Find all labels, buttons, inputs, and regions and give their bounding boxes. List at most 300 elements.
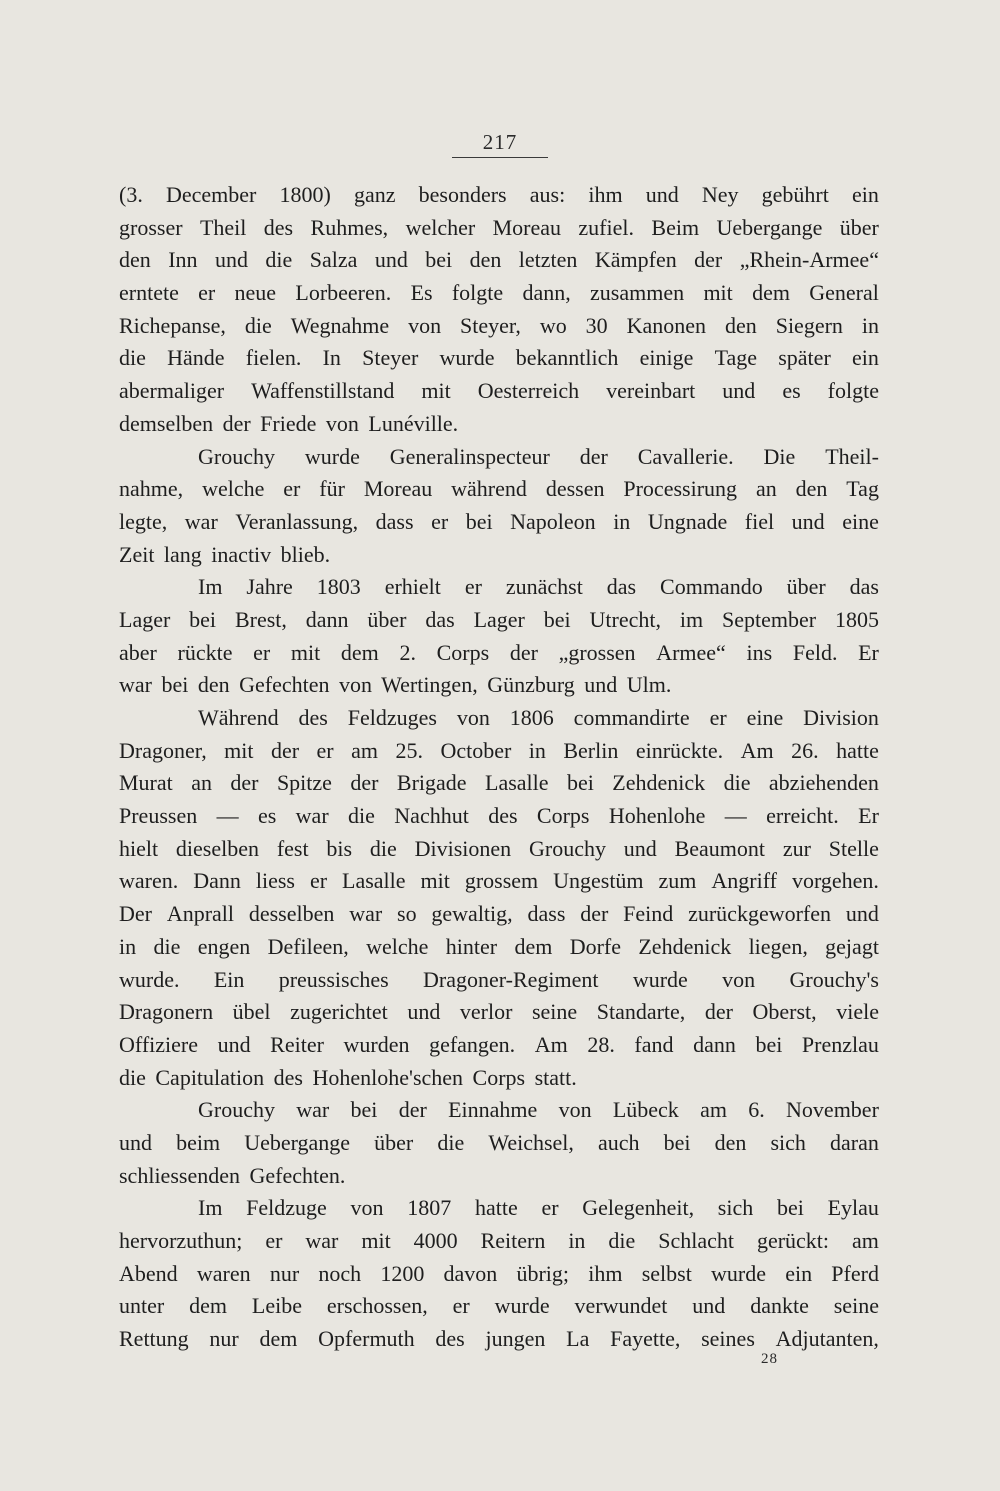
text-line: [119, 1225, 879, 1258]
word: Weichsel,: [488, 1129, 574, 1155]
text-line: [119, 833, 879, 866]
word: und: [407, 999, 441, 1025]
word: Feld.: [792, 639, 838, 665]
word: der: [230, 770, 259, 796]
word: abziehenden: [768, 770, 879, 796]
word: gefangen.: [429, 1031, 516, 1057]
word: verlor: [459, 999, 513, 1025]
word: der: [270, 737, 300, 763]
word: die: [437, 1129, 465, 1155]
word: bis: [326, 835, 353, 861]
word: 26.: [791, 737, 819, 763]
word: und: [692, 1293, 726, 1319]
word: September: [721, 606, 817, 632]
word: Lorbeeren.: [295, 280, 392, 306]
word: Berlin: [563, 737, 619, 763]
word: noch: [318, 1260, 362, 1286]
word: seine: [531, 999, 578, 1025]
word: Waffenstillstand: [251, 378, 395, 404]
word: Utrecht,: [589, 606, 661, 632]
page-number-rule: [452, 157, 548, 158]
word: Grouchy: [198, 1097, 275, 1123]
text-line: [119, 865, 879, 898]
word: Richepanse,: [119, 312, 226, 338]
word: Abend: [119, 1260, 178, 1286]
word: Wegnahme: [290, 312, 390, 338]
word: Kämpfen: [594, 247, 677, 273]
word: war: [296, 1097, 330, 1123]
word: nur: [209, 1326, 239, 1352]
word: es: [257, 803, 277, 829]
word: folgte: [451, 280, 504, 306]
text-line: [119, 473, 879, 506]
word: Ney: [701, 182, 739, 207]
word: die: [244, 312, 272, 338]
text-line: [119, 310, 879, 343]
word: einrückte.: [635, 737, 724, 763]
text-line: [119, 571, 879, 604]
text-line: [119, 506, 879, 539]
text-line: war bei den Gefechten von Wertingen, Günzburg und Ulm.: [119, 672, 672, 698]
word: und: [722, 378, 756, 404]
word: Die: [763, 443, 796, 469]
word: liess: [255, 868, 295, 894]
word: ganz: [353, 182, 396, 207]
word: fielen.: [245, 345, 302, 371]
text-line: [119, 604, 879, 637]
word: Moreau: [492, 214, 562, 240]
word: „grossen: [558, 639, 636, 665]
word: ein: [852, 182, 879, 207]
word: und: [645, 182, 679, 207]
word: zur: [782, 835, 811, 861]
text-line: [119, 342, 879, 375]
word: wurden: [343, 1031, 410, 1057]
word: Einnahme: [448, 1097, 538, 1123]
word: dann,: [522, 280, 571, 306]
word: Tage: [714, 345, 758, 371]
word: der: [509, 639, 538, 665]
word: wurde: [304, 443, 360, 469]
word: ins: [746, 639, 773, 665]
word: ein: [785, 1260, 813, 1286]
word: Beaumont: [674, 835, 766, 861]
word: Es: [410, 280, 433, 306]
text-line: schliessenden Gefechten.: [119, 1162, 346, 1188]
word: Angriff: [711, 868, 777, 894]
word: dem: [259, 1326, 298, 1352]
word: Der: [119, 901, 152, 927]
text-line: [119, 735, 879, 768]
word: dann: [305, 606, 349, 632]
word: Am: [534, 1031, 568, 1057]
word: hervorzuthun;: [119, 1228, 243, 1253]
word: des: [298, 705, 328, 730]
text-line: [119, 767, 879, 800]
word: gejagt: [825, 933, 879, 959]
word: mit: [224, 737, 254, 763]
word: in: [528, 737, 546, 763]
word: Grouchy: [528, 835, 606, 861]
word: am: [351, 737, 378, 763]
text-line: die Capitulation des Hohenlohe'schen Corps statt.: [119, 1064, 577, 1090]
word: In: [322, 345, 341, 371]
word: Preussen: [119, 803, 198, 829]
text-line: [119, 1127, 879, 1160]
word: erschossen,: [326, 1293, 428, 1319]
word: das: [849, 574, 879, 600]
word: Armee“: [656, 639, 726, 665]
word: und: [845, 901, 879, 927]
word: Reiter: [270, 1031, 324, 1057]
word: Inn: [168, 247, 198, 273]
word: wurde: [439, 345, 495, 371]
word: Nachhut: [394, 803, 469, 829]
word: übrig;: [516, 1260, 570, 1286]
text-line: [119, 931, 879, 964]
word: bei: [663, 1129, 691, 1155]
word: vorgehen.: [791, 868, 879, 894]
word: Offiziere: [119, 1031, 198, 1057]
word: während: [451, 476, 527, 502]
word: dessen: [545, 476, 605, 502]
word: Im: [198, 574, 223, 600]
word: dieselben: [175, 835, 260, 861]
word: Lasalle: [342, 868, 406, 894]
word: 1807: [407, 1195, 452, 1221]
word: den: [119, 247, 151, 273]
word: Dann: [193, 868, 241, 894]
word: 1800): [279, 182, 331, 207]
word: Standarte,: [596, 999, 686, 1025]
word: dem: [340, 639, 379, 665]
word: über: [374, 1129, 414, 1155]
word: Kanonen: [626, 312, 707, 338]
word: desselben: [248, 901, 335, 927]
word: dem: [514, 933, 553, 959]
word: mit: [703, 280, 733, 306]
word: Lager: [119, 606, 171, 632]
page-number: 217: [482, 130, 518, 154]
word: in: [613, 508, 631, 534]
word: grossem: [464, 868, 539, 894]
word: er: [253, 639, 271, 665]
word: des: [488, 803, 518, 829]
word: und: [119, 1129, 152, 1155]
word: Lübeck: [612, 1097, 679, 1123]
word: er: [309, 868, 328, 894]
text-line: [119, 1029, 879, 1062]
word: die: [265, 247, 293, 273]
word: die: [723, 770, 751, 796]
text-line: [119, 996, 879, 1029]
word: nahme,: [119, 476, 184, 502]
word: die: [119, 345, 146, 371]
word: die: [608, 1228, 636, 1253]
word: Dorfe: [569, 933, 622, 959]
word: Processirung: [623, 476, 738, 502]
text-line: [119, 277, 879, 310]
word: Uebergange: [716, 214, 823, 240]
word: waren.: [119, 868, 179, 894]
word: Moreau: [363, 476, 433, 502]
word: Feldzuges: [347, 705, 437, 730]
word: grosser: [119, 214, 183, 240]
word: den: [469, 247, 502, 273]
word: wurde.: [119, 966, 180, 992]
word: wurde: [711, 1260, 766, 1286]
word: Schlacht: [658, 1228, 734, 1253]
word: aus:: [529, 182, 566, 207]
word: welcher: [405, 214, 476, 240]
word: preussisches: [278, 966, 389, 992]
word: legte,: [119, 508, 168, 534]
text-line: [119, 702, 879, 735]
word: waren: [196, 1260, 251, 1286]
word: gerückt:: [756, 1228, 830, 1253]
word: La: [566, 1326, 590, 1352]
word: folgte: [827, 378, 879, 404]
word: hatte: [474, 1195, 518, 1221]
word: nur: [269, 1260, 300, 1286]
word: Ein: [213, 966, 245, 992]
word: mit: [290, 639, 321, 665]
word: bei: [566, 770, 594, 796]
word: den: [714, 1129, 747, 1155]
word: October: [440, 737, 512, 763]
word: 28.: [587, 1031, 615, 1057]
word: in: [861, 312, 879, 338]
word: welche: [202, 476, 265, 502]
word: er: [709, 705, 727, 730]
word: er: [452, 1293, 470, 1319]
text-line: [119, 1290, 879, 1323]
word: General: [809, 280, 879, 306]
word: gebührt: [761, 182, 829, 207]
word: er: [464, 574, 482, 600]
word: er: [283, 476, 301, 502]
text-line: [119, 1094, 879, 1127]
word: Divisionen: [414, 835, 512, 861]
text-line: [119, 212, 879, 245]
word: zunächst: [505, 574, 583, 600]
word: Während: [198, 705, 279, 730]
word: mit: [361, 1228, 391, 1253]
word: der: [580, 901, 609, 927]
word: war: [349, 901, 383, 927]
word: davon: [443, 1260, 498, 1286]
text-line: [119, 964, 879, 997]
word: bei: [776, 1195, 804, 1221]
word: unter: [119, 1293, 165, 1319]
word: das: [425, 606, 455, 632]
word: mit: [420, 868, 450, 894]
word: wo: [539, 312, 567, 338]
word: Er: [858, 803, 879, 829]
word: besonders: [418, 182, 507, 207]
word: dass: [375, 508, 414, 534]
word: Corps: [436, 639, 490, 665]
text-line: [119, 244, 879, 277]
word: sich: [770, 1129, 806, 1155]
word: „Rhein-Armee“: [739, 247, 879, 273]
word: war: [305, 1228, 339, 1253]
word: 6.: [748, 1097, 765, 1123]
word: Feldzuge: [246, 1195, 327, 1221]
word: fiel: [744, 508, 775, 534]
word: Fayette,: [610, 1326, 681, 1352]
word: 30: [585, 312, 608, 338]
word: erreicht.: [766, 803, 839, 829]
word: dann: [693, 1031, 736, 1057]
text-line: demselben der Friede von Lunéville.: [119, 410, 459, 436]
word: 4000: [413, 1228, 458, 1253]
word: (3.: [119, 182, 143, 207]
word: dass: [527, 901, 566, 927]
word: hielt: [119, 835, 159, 861]
word: der: [704, 999, 733, 1025]
word: seine: [833, 1293, 879, 1319]
word: dem: [752, 280, 790, 306]
word: Feind: [623, 901, 674, 927]
word: Murat: [119, 770, 173, 796]
word: in: [568, 1228, 586, 1253]
word: war: [184, 508, 218, 534]
word: er: [541, 1195, 559, 1221]
word: das: [606, 574, 637, 600]
word: sich: [717, 1195, 754, 1221]
word: dem: [189, 1293, 227, 1319]
word: übel: [232, 999, 271, 1025]
text-line: [119, 800, 879, 833]
word: Brest,: [234, 606, 287, 632]
word: zusammen: [590, 280, 685, 306]
word: über: [839, 214, 879, 240]
word: Stelle: [828, 835, 879, 861]
word: hatte: [836, 737, 879, 763]
word: Siegern: [775, 312, 843, 338]
word: Prenzlau: [801, 1031, 879, 1057]
text-line: [119, 375, 879, 408]
word: Steyer: [362, 345, 419, 371]
word: rückte: [177, 639, 233, 665]
word: der: [350, 770, 379, 796]
word: eine: [842, 508, 879, 534]
word: Er: [858, 639, 879, 665]
word: neue: [234, 280, 277, 306]
word: ihm: [588, 1260, 623, 1286]
word: für: [319, 476, 345, 502]
word: er: [265, 1228, 283, 1253]
word: Hohenlohe: [608, 803, 706, 829]
word: engen: [197, 933, 251, 959]
word: vereinbart: [606, 378, 696, 404]
word: an: [755, 476, 777, 502]
word: Veranlassung,: [235, 508, 359, 534]
word: commandirte: [573, 705, 690, 730]
word: Ruhmes,: [310, 214, 389, 240]
word: Jahre: [246, 574, 293, 600]
word: Gelegenheit,: [582, 1195, 695, 1221]
text-line: [119, 1192, 879, 1225]
word: und: [791, 508, 825, 534]
word: von: [350, 1195, 384, 1221]
word: am: [700, 1097, 727, 1123]
word: ihm: [588, 182, 623, 207]
word: Theil: [199, 214, 247, 240]
word: Am: [740, 737, 774, 763]
word: zurückgeworfen: [688, 901, 832, 927]
word: 1806: [509, 705, 554, 730]
word: später: [778, 345, 831, 371]
word: ein: [851, 345, 879, 371]
word: jungen: [485, 1326, 546, 1352]
word: December: [165, 182, 257, 207]
word: Lasalle: [485, 770, 549, 796]
word: bei: [189, 606, 217, 632]
word: Brigade: [396, 770, 467, 796]
word: wurde: [494, 1293, 550, 1319]
word: fand: [634, 1031, 674, 1057]
text-line: [119, 637, 879, 670]
word: Im: [198, 1195, 223, 1221]
word: Cavallerie.: [637, 443, 734, 469]
word: einige: [639, 345, 694, 371]
word: und: [623, 835, 657, 861]
word: —: [216, 803, 239, 829]
word: Steyer,: [460, 312, 521, 338]
word: letzten: [518, 247, 578, 273]
word: zugerichtet: [290, 999, 388, 1025]
word: bei: [465, 508, 493, 534]
word: eine: [746, 705, 784, 730]
word: viele: [836, 999, 879, 1025]
text-line: [119, 898, 879, 931]
word: die: [153, 933, 181, 959]
word: seines: [701, 1326, 755, 1352]
word: fest: [276, 835, 309, 861]
word: Grouchy: [198, 443, 275, 469]
word: bei: [425, 247, 453, 273]
text-line: [119, 441, 879, 474]
word: an: [191, 770, 212, 796]
text-line: [119, 1258, 879, 1291]
word: von: [558, 1097, 592, 1123]
word: er: [431, 508, 449, 534]
word: und: [214, 247, 248, 273]
word: Spitze: [276, 770, 332, 796]
word: verwundet: [574, 1293, 668, 1319]
word: wurde: [632, 966, 688, 992]
word: er: [316, 737, 334, 763]
word: Zehdenick: [638, 933, 732, 959]
word: über: [786, 574, 826, 600]
body-text: [119, 179, 879, 1356]
word: selbst: [641, 1260, 692, 1286]
word: daran: [830, 1129, 879, 1155]
word: 2.: [399, 639, 416, 665]
word: er: [198, 280, 216, 306]
word: November: [786, 1097, 879, 1123]
word: Dragoner,: [119, 737, 207, 763]
word: Napoleon: [510, 508, 596, 534]
word: abermaliger: [119, 378, 225, 404]
word: Tag: [846, 476, 879, 502]
word: 1805: [834, 606, 879, 632]
word: es: [782, 378, 801, 404]
word: und: [374, 247, 408, 273]
word: die: [348, 803, 375, 829]
